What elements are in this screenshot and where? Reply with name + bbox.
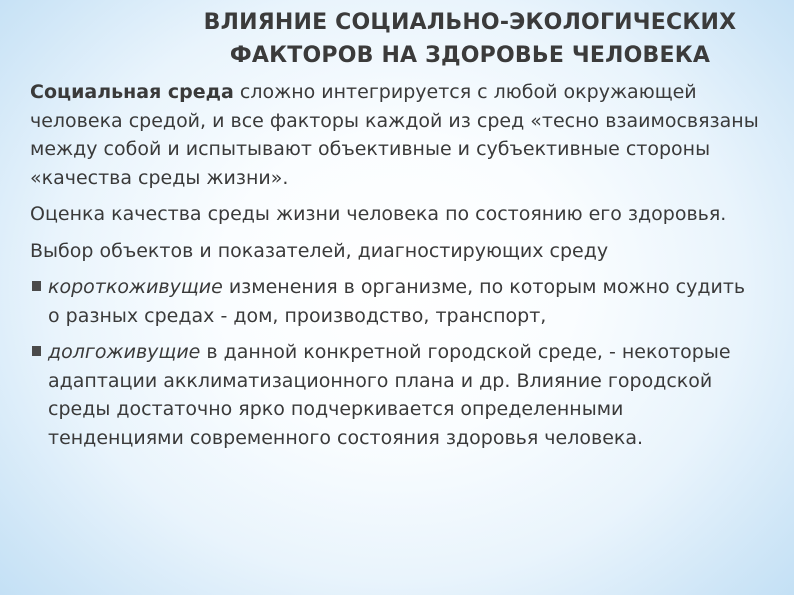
paragraph-quality-assessment: Оценка качества среды жизни человека по состоянию его здоровья.: [30, 203, 727, 225]
title-line-2: ФАКТОРОВ НА ЗДОРОВЬЕ ЧЕЛОВЕКА: [229, 43, 711, 68]
slide-title: [170, 6, 770, 72]
square-bullet-icon: [32, 281, 41, 291]
slide-body: [30, 78, 760, 460]
bullet-short-lived-term: короткоживущие: [48, 276, 223, 298]
bullet-short-lived-text: изменения в организме, по которым можно судить о разных средах - дом, производство, транспорт,: [48, 276, 746, 327]
paragraph-social-environment: [30, 78, 760, 192]
bullet-long-lived-text: в данной конкретной городской среде, - некоторые адаптации акклиматизационного плана и др. Влияние городской среды достаточно ярко подчеркивается определенными тенденциями современного состояния здоровья человека.: [48, 341, 731, 449]
social-environment-text: сложно интегрируется с любой окружающей человека средой, и все факторы каждой из сред «тесно взаимосвязаны между собой и испытывают объективные и субъективные стороны «качества среды жизни».: [30, 81, 759, 189]
square-bullet-icon: [32, 346, 41, 356]
indicator-bullet-list: [30, 273, 760, 452]
title-line-1: ВЛИЯНИЕ СОЦИАЛЬНО-ЭКОЛОГИЧЕСКИХ: [203, 10, 737, 35]
paragraph-indicator-selection: Выбор объектов и показателей, диагностирующих среду: [30, 239, 609, 262]
bullet-short-lived: [30, 273, 760, 330]
bullet-long-lived: [30, 338, 760, 452]
social-environment-term: Социальная среда: [30, 81, 234, 103]
bullet-long-lived-term: долгоживущие: [48, 341, 201, 363]
